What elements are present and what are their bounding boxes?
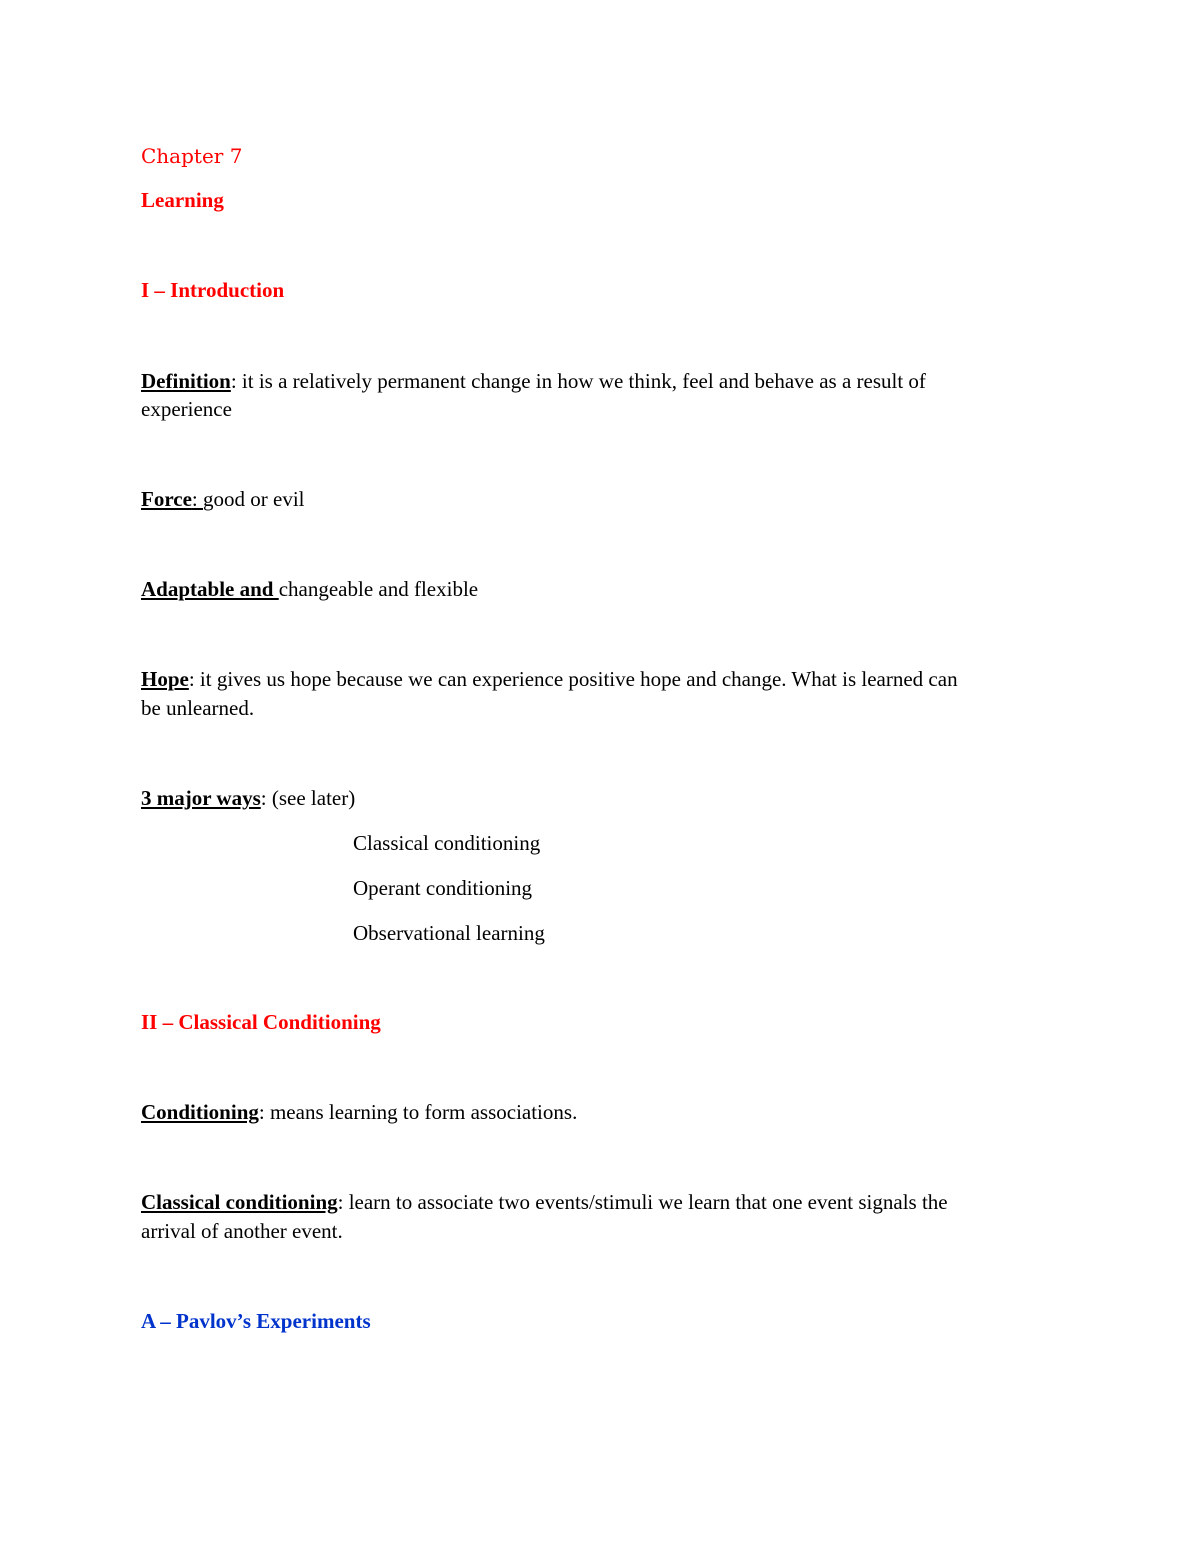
- section-heading-classical-conditioning: II – Classical Conditioning: [141, 1010, 381, 1034]
- chapter-number: Chapter 7: [141, 144, 243, 168]
- hope-paragraph: [141, 665, 958, 694]
- conditioning-text: : means learning to form associations.: [258, 1100, 578, 1124]
- section-heading-introduction: I – Introduction: [141, 278, 285, 302]
- major-ways-paragraph: [141, 784, 355, 813]
- force-paragraph: [141, 485, 305, 514]
- definition-text-continued: experience: [141, 397, 232, 421]
- conditioning-paragraph: [141, 1098, 577, 1127]
- force-separator: :: [191, 487, 204, 511]
- conditioning-term: Conditioning: [141, 1100, 259, 1124]
- classical-conditioning-text-continued: arrival of another event.: [141, 1219, 343, 1243]
- definition-text: : it is a relatively permanent change in how we think, feel and behave as a result of: [230, 369, 926, 393]
- classical-conditioning-paragraph: [141, 1188, 948, 1217]
- adaptable-text: changeable and flexible: [278, 577, 479, 601]
- major-ways-term: 3 major ways: [141, 786, 261, 810]
- subsection-heading-pavlov: A – Pavlov’s Experiments: [141, 1309, 371, 1333]
- force-text: good or evil: [203, 487, 305, 511]
- major-ways-text: : (see later): [260, 786, 356, 810]
- definition-paragraph: [141, 367, 926, 396]
- classical-conditioning-term: Classical conditioning: [141, 1190, 338, 1214]
- definition-term: Definition: [141, 369, 231, 393]
- force-term: Force: [141, 487, 192, 511]
- adaptable-term: Adaptable and: [141, 577, 279, 601]
- chapter-title: Learning: [141, 188, 224, 212]
- list-item: Observational learning: [353, 921, 545, 945]
- hope-text: : it gives us hope because we can experience positive hope and change. What is learned can: [188, 667, 958, 691]
- list-item: Classical conditioning: [353, 831, 541, 855]
- hope-text-continued: be unlearned.: [141, 696, 255, 720]
- classical-conditioning-text: : learn to associate two events/stimuli we learn that one event signals the: [337, 1190, 948, 1214]
- adaptable-paragraph: [141, 575, 478, 604]
- list-item: Operant conditioning: [353, 876, 533, 900]
- hope-term: Hope: [141, 667, 189, 691]
